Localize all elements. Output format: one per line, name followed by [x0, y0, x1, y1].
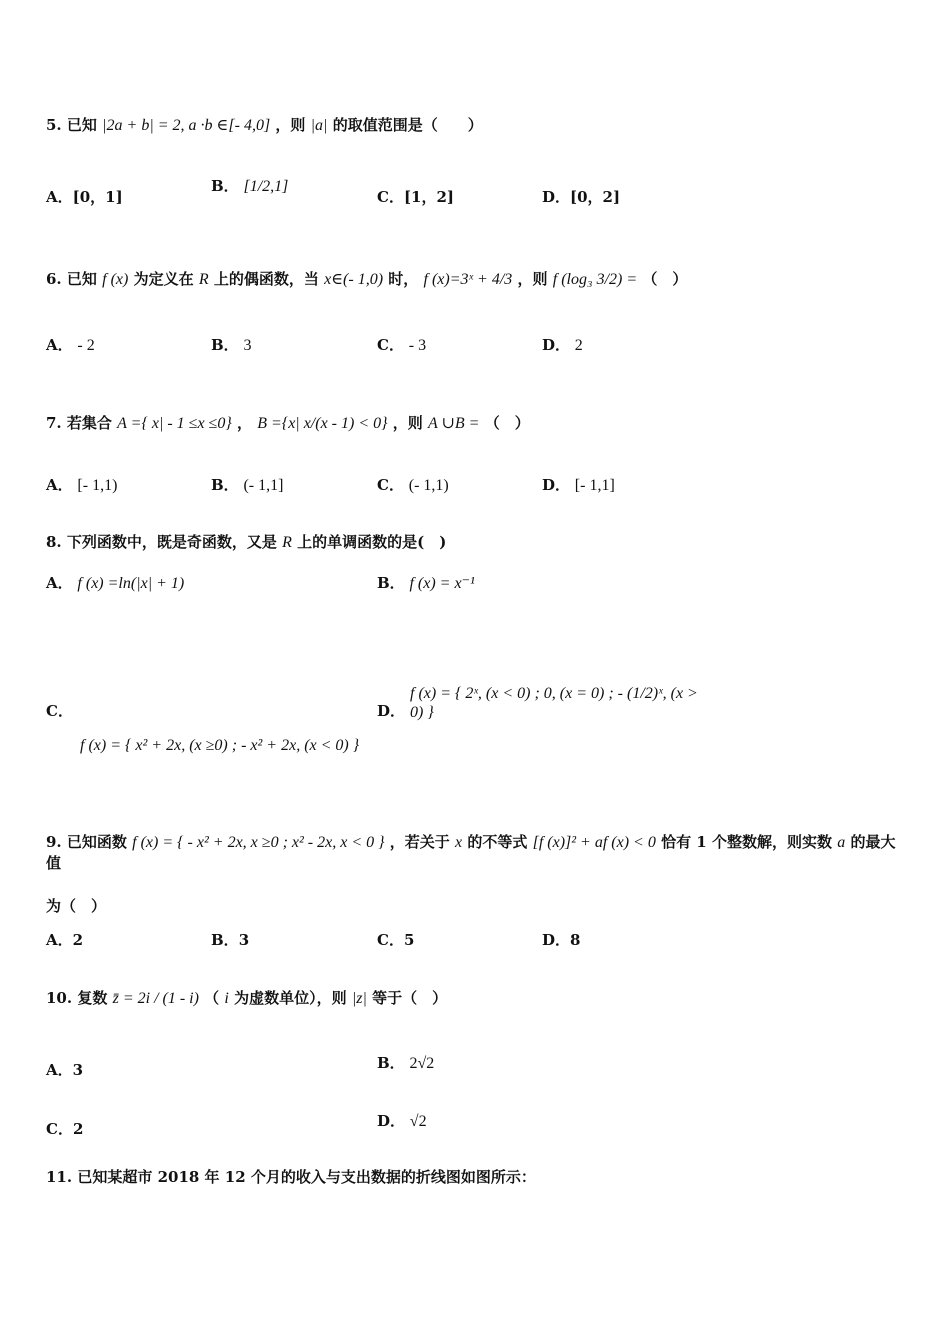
- option-d[interactable]: D． 2: [542, 336, 583, 354]
- question-11-stem: 11. 已知某超市 2018 年 12 个月的收入与支出数据的折线图如图所示：: [46, 1168, 536, 1186]
- option-c[interactable]: C．2: [46, 1120, 84, 1138]
- option-b[interactable]: B． 2√2: [377, 1054, 435, 1072]
- option-d[interactable]: D． [- 1,1]: [542, 476, 615, 494]
- option-b[interactable]: B． [1/2,1]: [211, 177, 289, 195]
- option-d[interactable]: D．[0，2]: [542, 188, 621, 206]
- question-8-stem: 8. 下列函数中，既是奇函数，又是 R 上的单调函数的是( ): [46, 533, 447, 551]
- option-a[interactable]: A．[0，1]: [46, 188, 123, 206]
- option-d[interactable]: D．8: [542, 931, 581, 949]
- option-a[interactable]: A．3: [46, 1061, 84, 1079]
- option-b[interactable]: B． f (x) = x⁻¹: [377, 574, 475, 592]
- option-a[interactable]: A． - 2: [46, 336, 95, 354]
- option-d-formula: f (x) = { 2ˣ, (x < 0) ; 0, (x = 0) ; - (1/2)ˣ, (x > 0) }: [410, 685, 698, 721]
- option-b[interactable]: B． (- 1,1]: [211, 476, 284, 494]
- question-number: 5.: [46, 116, 62, 134]
- question-number: 6.: [46, 270, 62, 288]
- question-9-stem-end: 为（ ）: [46, 897, 107, 915]
- option-b[interactable]: B． 3: [211, 336, 252, 354]
- question-number: 8.: [46, 533, 62, 551]
- option-c[interactable]: C．: [46, 702, 73, 720]
- option-d[interactable]: D．: [377, 702, 406, 720]
- math-condition: |2a + b| = 2, a ·b ∈[- 4,0]: [102, 117, 271, 134]
- option-a[interactable]: A． [- 1,1): [46, 476, 118, 494]
- option-c[interactable]: C． (- 1,1): [377, 476, 449, 494]
- math-mod-a: |a|: [310, 117, 328, 134]
- option-c-formula: f (x) = { x² + 2x, (x ≥0) ; - x² + 2x, (x < 0) }: [80, 737, 360, 754]
- question-5-stem: 5. 已知 |2a + b| = 2, a ·b ∈[- 4,0] ，则 |a| 的取值范围是（ ）: [46, 116, 483, 134]
- question-6-stem: 6. 已知 f (x) 为定义在 R 上的偶函数，当 x∈(- 1,0) 时， f (x)=3ˣ + 4/3 ，则 f (log₃ 3/2) = （ ）: [46, 270, 688, 288]
- question-number: 11.: [46, 1168, 73, 1186]
- option-a[interactable]: A． f (x) =ln(|x| + 1): [46, 574, 185, 592]
- question-number: 7.: [46, 414, 62, 432]
- question-9-stem: 9. 已知函数 f (x) = { - x² + 2x, x ≥0 ; x² - 2x, x < 0 } ，若关于 x 的不等式 [f (x)]² + af (x) < 0 恰有 1 个整数解，则实数 a 的最大值: [46, 833, 896, 872]
- question-7-stem: 7. 若集合 A ={ x| - 1 ≤x ≤0} ， B ={x| x/(x - 1) < 0} ，则 A ∪B = （ ）: [46, 414, 530, 432]
- option-d[interactable]: D． √2: [377, 1112, 427, 1130]
- question-number: 10.: [46, 989, 73, 1007]
- question-number: 9.: [46, 833, 62, 851]
- question-10-stem: 10. 复数 z̄ = 2i / (1 - i) （ i 为虚数单位），则 |z| 等于（ ）: [46, 989, 448, 1007]
- option-c[interactable]: C．5: [377, 931, 415, 949]
- option-c[interactable]: C．[1，2]: [377, 188, 455, 206]
- option-c[interactable]: C． - 3: [377, 336, 427, 354]
- option-b[interactable]: B．3: [211, 931, 250, 949]
- option-a[interactable]: A．2: [46, 931, 84, 949]
